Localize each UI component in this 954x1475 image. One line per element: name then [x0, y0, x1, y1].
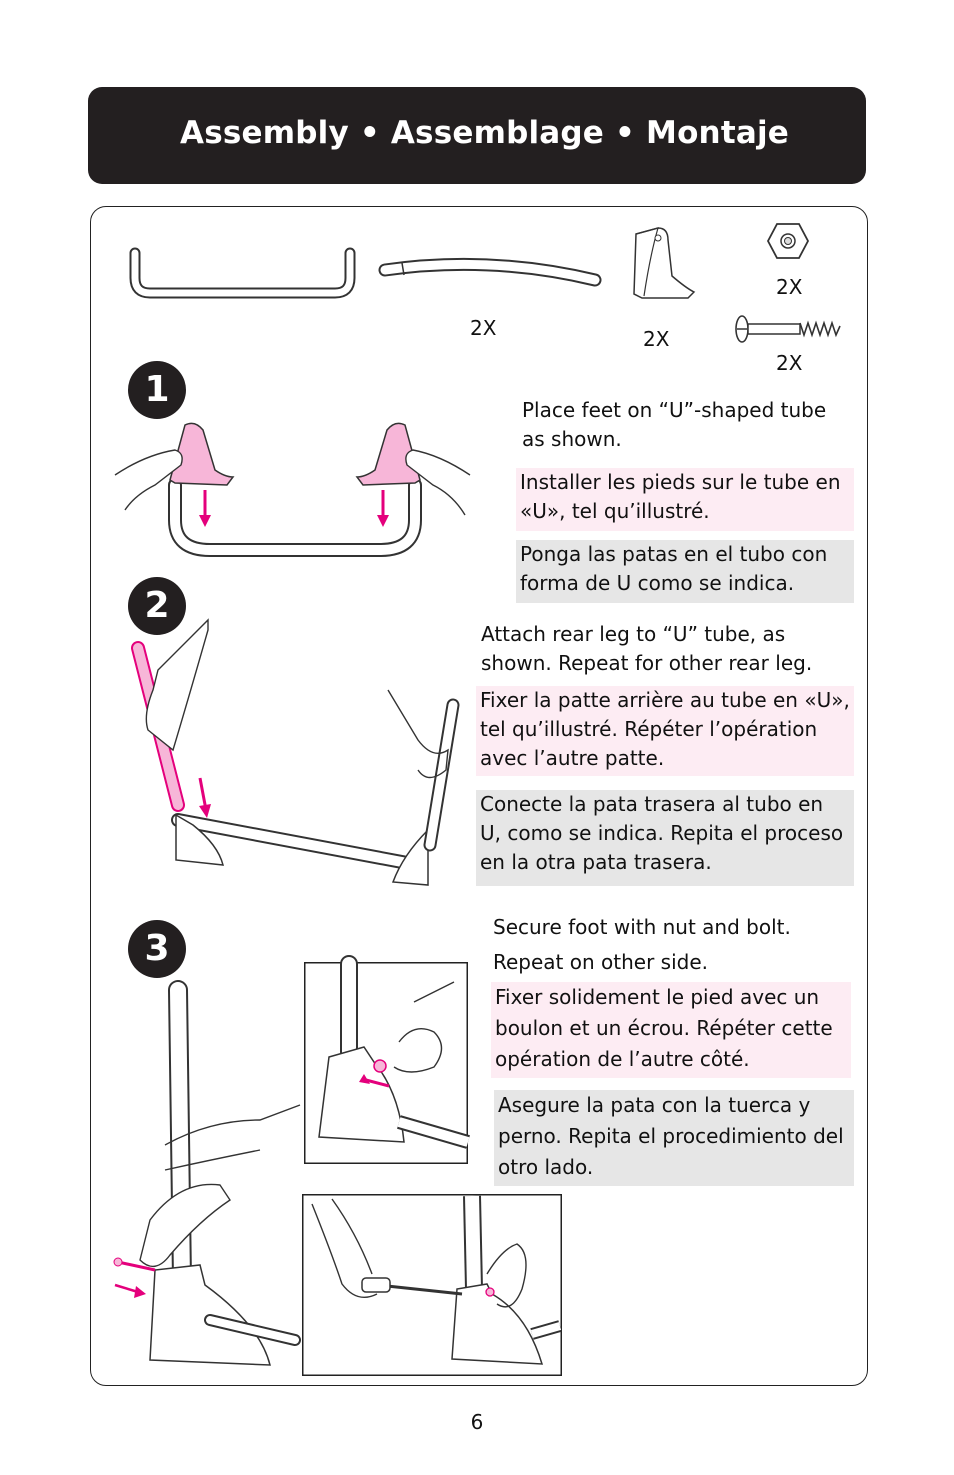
nut-quantity: 2X [776, 275, 803, 299]
step-1-badge: 1 [128, 361, 186, 419]
step-3-text-es: Asegure la pata con la tuerca y perno. Repita el procedimiento del otro lado. [494, 1090, 854, 1186]
step-1-text-fr: Installer les pieds sur le tube en «U», tel qu’illustré. [516, 468, 854, 531]
step-2-text-es: Conecte la pata trasera al tubo en U, como se indica. Repita el proceso en la otra pata trasera. [476, 790, 854, 886]
nut-icon [766, 222, 810, 260]
section-title: Assembly • Assemblage • Montaje [180, 115, 790, 151]
bolt-closeup-illustration [302, 1194, 562, 1376]
step-2-illustration [128, 620, 468, 890]
foot-quantity: 2X [643, 327, 670, 351]
foot-part-illustration [628, 226, 700, 306]
step-1-text-es: Ponga las patas en el tubo con forma de U como se indica. [516, 540, 854, 603]
nut-closeup-illustration [304, 962, 468, 1164]
u-tube-part-illustration [130, 248, 360, 298]
bolt-quantity: 2X [776, 351, 803, 375]
step-2-text-fr: Fixer la patte arrière au tube en «U», tel qu’illustré. Répéter l’opération avec l’autre patte. [476, 686, 854, 776]
bolt-icon [734, 314, 844, 344]
step-1-illustration [115, 415, 475, 565]
step-2-text-en: Attach rear leg to “U” tube, as shown. Repeat for other rear leg. [481, 622, 813, 675]
curved-tube-part-illustration [380, 255, 610, 295]
section-header [88, 87, 866, 184]
step-1-text-en: Place feet on “U”-shaped tube as shown. [522, 398, 827, 451]
step-3-badge: 3 [128, 920, 186, 978]
page-number: 6 [470, 1410, 484, 1434]
step-3-text-en: Secure foot with nut and bolt. Repeat on other side. [493, 915, 791, 974]
step-3-illustration [110, 980, 300, 1375]
step-2-badge: 2 [128, 577, 186, 635]
tube-quantity: 2X [470, 316, 497, 340]
step-3-text-fr: Fixer solidement le pied avec un boulon et un écrou. Répéter cette opération de l’autre côté. [491, 982, 851, 1078]
